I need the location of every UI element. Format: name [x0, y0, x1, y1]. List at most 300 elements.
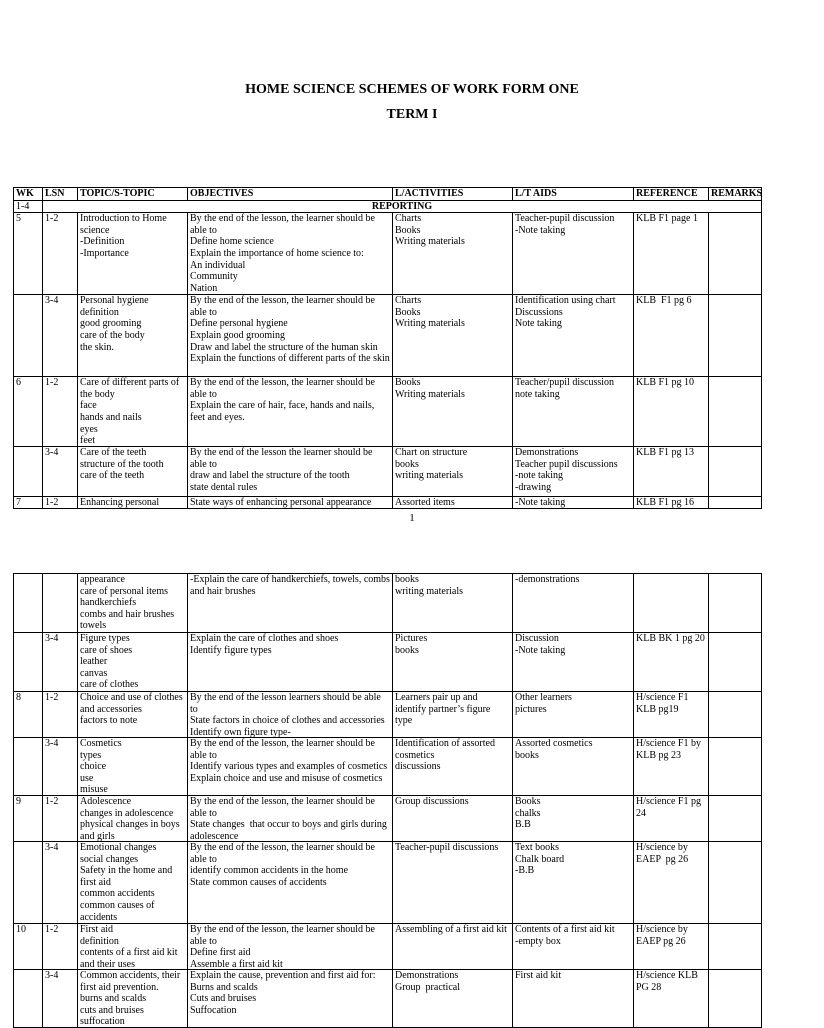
objectives-line: State changes that occur to boys and girls during adolescence	[190, 819, 390, 842]
lesson-cell	[43, 796, 78, 842]
topic-line: towels	[80, 620, 107, 632]
activities-line: Identification of assorted cosmetics	[395, 738, 498, 761]
topic-line: common causes of accidents	[80, 899, 157, 923]
topic-line: Enhancing personal	[80, 497, 160, 509]
aids-line: Books	[515, 796, 541, 807]
topic-line: Care of the teeth	[80, 447, 147, 459]
activities-line: Group practical	[395, 981, 460, 993]
topic-line: social changes	[80, 853, 139, 865]
table-row	[14, 574, 762, 633]
week-cell	[14, 924, 43, 970]
reference-line: KLB F1 pg 10	[636, 377, 695, 389]
aids-cell	[513, 497, 634, 509]
lesson-value: 3-4	[45, 633, 59, 644]
objectives-line: Define first aid	[190, 947, 251, 959]
objectives-line: By the end of the lesson, the learner should be able to	[190, 796, 378, 819]
activities-line: Teacher-pupil discussions	[395, 842, 499, 853]
reference-line: H/science F1 pg 24	[636, 796, 704, 819]
topic-line: definition	[80, 306, 119, 318]
remarks-cell	[709, 842, 762, 924]
topic-line: care of clothes	[80, 679, 139, 691]
header-remarks: REMARKS	[709, 188, 762, 201]
aids-line: pictures	[515, 703, 547, 715]
topic-cell	[78, 692, 188, 738]
objectives-line: draw and label the structure of the tooth	[190, 470, 350, 482]
topic-line: Safety in the home and first aid	[80, 865, 175, 888]
topic-line: types	[80, 749, 102, 761]
reference-cell	[634, 842, 709, 924]
objectives-line: Burns and scalds	[190, 981, 258, 993]
objectives-cell	[188, 295, 393, 377]
lesson-value: 3-4	[45, 970, 59, 981]
objectives-line: Define home science	[190, 236, 274, 248]
objectives-line: Identify various types and examples of cosmetics	[190, 761, 388, 773]
remarks-cell	[709, 377, 762, 447]
topic-line: care of shoes	[80, 644, 133, 656]
objectives-line: -Explain the care of handkerchiefs, towels, combs and hair brushes	[190, 574, 393, 597]
page-number: 1	[409, 512, 415, 524]
activities-cell	[393, 633, 513, 692]
objectives-line: Explain the cause, prevention and first aid for:	[190, 970, 376, 981]
topic-line: choice	[80, 761, 107, 773]
activities-line: Charts	[395, 213, 422, 225]
activities-line: Learners pair up and identify partner’s figure type	[395, 692, 493, 727]
objectives-line: Explain the care of clothes and shoes	[190, 633, 339, 644]
objectives-cell	[188, 924, 393, 970]
reference-line: KLB BK 1 pg 20	[636, 633, 705, 644]
header-lsn: LSN	[43, 188, 78, 201]
objectives-line: identify common accidents in the home	[190, 865, 349, 877]
table-row	[14, 295, 762, 377]
aids-cell	[513, 447, 634, 497]
aids-line: Chalk board	[515, 853, 565, 865]
topic-line: Adolescence	[80, 796, 132, 807]
reference-cell	[634, 796, 709, 842]
week-value: 10	[16, 924, 26, 935]
objectives-cell	[188, 842, 393, 924]
reference-cell	[634, 377, 709, 447]
week-value: 5	[16, 213, 21, 225]
week-cell	[14, 574, 43, 633]
topic-line: Choice and use of clothes and accessories	[80, 692, 186, 715]
header-wk: WK	[14, 188, 43, 201]
page-title: HOME SCIENCE SCHEMES OF WORK FORM ONE	[245, 82, 579, 97]
topic-line: Personal hygiene	[80, 295, 149, 307]
objectives-line: Identify own figure type-	[190, 726, 291, 738]
objectives-line: By the end of the lesson the learner should be able to	[190, 447, 375, 470]
aids-line: Note taking	[515, 318, 562, 330]
lesson-value: 1-2	[45, 692, 59, 703]
activities-cell	[393, 497, 513, 509]
lesson-cell	[43, 213, 78, 295]
topic-line: the skin.	[80, 341, 114, 353]
remarks-cell	[709, 738, 762, 796]
week-cell	[14, 633, 43, 692]
objectives-line: Explain choice and use and misuse of cosmetics	[190, 772, 383, 784]
lesson-cell	[43, 497, 78, 509]
activities-line: Demonstrations	[395, 970, 459, 981]
activities-line: Assembling of a first aid kit	[395, 924, 507, 935]
topic-line: Emotional changes	[80, 842, 157, 853]
objectives-cell	[188, 970, 393, 1028]
topic-cell	[78, 213, 188, 295]
aids-cell	[513, 213, 634, 295]
reference-line: H/science by EAEP pg 26	[636, 842, 691, 865]
topic-line: eyes	[80, 423, 98, 435]
aids-line: Teacher-pupil discussion	[515, 213, 615, 225]
objectives-line: Suffocation	[190, 1004, 237, 1016]
scheme-table-page-1	[13, 187, 762, 509]
reference-line: H/science F1	[636, 692, 689, 703]
remarks-cell	[709, 497, 762, 509]
aids-cell	[513, 924, 634, 970]
week-value: 9	[16, 796, 21, 807]
topic-cell	[78, 796, 188, 842]
activities-line: Books	[395, 224, 421, 236]
activities-line: writing materials	[395, 470, 464, 482]
week-cell	[14, 970, 43, 1028]
reference-cell	[634, 295, 709, 377]
header-aids: L/T AIDS	[513, 188, 634, 201]
lesson-value: 1-2	[45, 377, 59, 389]
objectives-cell	[188, 213, 393, 295]
topic-line: structure of the tooth	[80, 458, 164, 470]
activities-cell	[393, 970, 513, 1028]
aids-cell	[513, 377, 634, 447]
objectives-line: Identify figure types	[190, 644, 272, 656]
aids-line: -demonstrations	[515, 574, 580, 585]
scheme-table-page-2	[13, 573, 762, 1028]
objectives-line: Draw and label the structure of the human skin	[190, 341, 378, 353]
topic-line: canvas	[80, 667, 108, 679]
reference-cell	[634, 738, 709, 796]
activities-line: Pictures	[395, 633, 428, 644]
topic-line: definition	[80, 935, 119, 947]
remarks-cell	[709, 692, 762, 738]
aids-line: Contents of a first aid kit	[515, 924, 615, 935]
reference-cell	[634, 447, 709, 497]
table-row	[14, 842, 762, 924]
lesson-cell	[43, 738, 78, 796]
aids-line: Discussion	[515, 633, 559, 644]
aids-line: Identification using chart	[515, 295, 616, 307]
reference-cell	[634, 213, 709, 295]
lesson-cell	[43, 970, 78, 1028]
reference-cell	[634, 633, 709, 692]
reference-line: KLB F1 pg 13	[636, 447, 695, 459]
topic-cell	[78, 738, 188, 796]
reference-line: H/science by EAEP pg 26	[636, 924, 691, 947]
objectives-line: By the end of the lesson, the learner should be able to	[190, 213, 378, 236]
objectives-line: By the end of the lesson, the learner should be able to	[190, 842, 378, 865]
lesson-value: 1-2	[45, 213, 59, 225]
table-row	[14, 377, 762, 447]
reference-line: H/science KLB PG 28	[636, 970, 701, 993]
aids-line: First aid kit	[515, 970, 562, 981]
week-value: 8	[16, 692, 21, 703]
topic-line: -Definition	[80, 236, 125, 248]
objectives-line: Explain good grooming	[190, 329, 285, 341]
reporting-row	[14, 200, 762, 213]
topic-line: Introduction to Home science	[80, 213, 170, 236]
topic-line: care of the body	[80, 329, 145, 341]
table-row	[14, 447, 762, 497]
remarks-cell	[709, 796, 762, 842]
objectives-line: By the end of the lesson learners should be able to	[190, 692, 384, 715]
lesson-cell	[43, 447, 78, 497]
objectives-line: Nation	[190, 282, 218, 294]
objectives-cell	[188, 574, 393, 633]
topic-line: combs and hair brushes	[80, 608, 175, 620]
objectives-cell	[188, 692, 393, 738]
week-cell	[14, 213, 43, 295]
week-cell	[14, 692, 43, 738]
header-activities: L/ACTIVITIES	[393, 188, 513, 201]
topic-line: use	[80, 772, 94, 784]
table-row	[14, 692, 762, 738]
topic-cell	[78, 574, 188, 633]
activities-cell	[393, 924, 513, 970]
objectives-line: state dental rules	[190, 481, 258, 493]
activities-cell	[393, 447, 513, 497]
objectives-line: Community	[190, 271, 238, 283]
aids-line: Discussions	[515, 306, 563, 318]
remarks-cell	[709, 574, 762, 633]
aids-cell	[513, 796, 634, 842]
lesson-cell	[43, 842, 78, 924]
objectives-line: By the end of the lesson, the learner should be able to	[190, 377, 378, 400]
week-cell	[14, 842, 43, 924]
lesson-value: 1-2	[45, 497, 59, 509]
objectives-cell	[188, 633, 393, 692]
lesson-value: 3-4	[45, 447, 59, 459]
header-objectives: OBJECTIVES	[188, 188, 393, 201]
aids-line: -Note taking	[515, 497, 566, 509]
objectives-line: By the end of the lesson, the learner should be able to	[190, 924, 378, 947]
lesson-value: 1-2	[45, 796, 59, 807]
topic-line: cuts and bruises	[80, 1004, 144, 1016]
lesson-value: 1-2	[45, 924, 59, 935]
reporting-label: REPORTING	[43, 200, 762, 213]
table-header-row	[14, 188, 762, 201]
topic-cell	[78, 842, 188, 924]
topic-line: leather	[80, 656, 108, 668]
aids-line: -drawing	[515, 481, 552, 493]
activities-line: Chart on structure	[395, 447, 468, 459]
aids-line: Teacher/pupil discussion	[515, 377, 614, 389]
topic-line: physical changes in boys and girls	[80, 819, 183, 842]
aids-line: books	[515, 749, 539, 761]
lesson-cell	[43, 633, 78, 692]
objectives-line: Assemble a first aid kit	[190, 958, 283, 970]
week-cell	[14, 295, 43, 377]
lesson-cell	[43, 574, 78, 633]
topic-line: contents of a first aid kit and their uses	[80, 947, 180, 970]
topic-line: Care of different parts of the body	[80, 377, 182, 400]
activities-line: Assorted items	[395, 497, 455, 509]
activities-line: Books	[395, 306, 421, 318]
activities-cell	[393, 738, 513, 796]
activities-line: books	[395, 644, 419, 656]
objectives-cell	[188, 447, 393, 497]
activities-line: Books	[395, 377, 421, 389]
aids-line: -B.B	[515, 865, 535, 877]
objectives-line: State ways of enhancing personal appearance	[190, 497, 372, 509]
week-value: 7	[16, 497, 21, 509]
lesson-cell	[43, 692, 78, 738]
topic-line: common accidents	[80, 888, 155, 900]
topic-cell	[78, 295, 188, 377]
week-cell	[14, 377, 43, 447]
aids-line: Other learners	[515, 692, 572, 703]
topic-cell	[78, 377, 188, 447]
topic-line: Cosmetics	[80, 738, 122, 749]
remarks-cell	[709, 213, 762, 295]
reference-line: H/science F1 by KLB pg 23	[636, 738, 704, 761]
header-reference: REFERENCE	[634, 188, 709, 201]
week-cell	[14, 796, 43, 842]
aids-line: chalks	[515, 807, 541, 819]
table-row	[14, 497, 762, 509]
topic-line: appearance	[80, 574, 125, 585]
topic-line: Figure types	[80, 633, 130, 644]
objectives-line: Explain the functions of different parts of the skin	[190, 353, 390, 365]
reference-cell	[634, 574, 709, 633]
header-topic: TOPIC/S-TOPIC	[78, 188, 188, 201]
objectives-line: State factors in choice of clothes and accessories	[190, 715, 385, 727]
objectives-line: Cuts and bruises	[190, 993, 257, 1005]
topic-line: First aid	[80, 924, 114, 935]
table-row	[14, 970, 762, 1028]
reference-cell	[634, 692, 709, 738]
topic-line: handkerchiefs	[80, 597, 137, 609]
week-value: 6	[16, 377, 21, 389]
topic-line: factors to note	[80, 715, 138, 727]
aids-cell	[513, 295, 634, 377]
topic-line: face	[80, 400, 97, 412]
topic-cell	[78, 970, 188, 1028]
objectives-cell	[188, 377, 393, 447]
lesson-cell	[43, 295, 78, 377]
reporting-week: 1-4	[14, 200, 43, 213]
remarks-cell	[709, 295, 762, 377]
activities-cell	[393, 295, 513, 377]
reference-line: KLB F1 pg 16	[636, 497, 695, 509]
reference-line: KLB pg19	[636, 703, 679, 715]
objectives-line: Explain the care of hair, face, hands and nails, feet and eyes.	[190, 400, 377, 423]
topic-cell	[78, 633, 188, 692]
activities-line: writing materials	[395, 585, 464, 597]
activities-cell	[393, 692, 513, 738]
topic-line: changes in adolescence	[80, 807, 174, 819]
activities-line: Writing materials	[395, 388, 465, 400]
reference-line: KLB F1 page 1	[636, 213, 698, 225]
objectives-line: Define personal hygiene	[190, 318, 288, 330]
activities-line: discussions	[395, 761, 441, 773]
topic-line: feet	[80, 435, 95, 447]
topic-line: burns and scalds	[80, 993, 147, 1005]
aids-line: -Note taking	[515, 644, 566, 656]
aids-cell	[513, 738, 634, 796]
activities-line: books	[395, 458, 419, 470]
reference-cell	[634, 970, 709, 1028]
topic-line: misuse	[80, 784, 108, 796]
activities-cell	[393, 842, 513, 924]
aids-cell	[513, 633, 634, 692]
topic-line: good grooming	[80, 318, 142, 330]
topic-line: hands and nails	[80, 411, 142, 423]
topic-line: care of the teeth	[80, 470, 145, 482]
table-row	[14, 213, 762, 295]
activities-cell	[393, 377, 513, 447]
topic-line: Common accidents, their first aid prevention.	[80, 970, 183, 993]
aids-line: note taking	[515, 388, 560, 400]
aids-cell	[513, 574, 634, 633]
reference-cell	[634, 497, 709, 509]
week-cell	[14, 447, 43, 497]
page-subtitle: TERM I	[386, 107, 438, 122]
aids-line: Teacher pupil discussions	[515, 458, 618, 470]
activities-line: Group discussions	[395, 796, 469, 807]
aids-cell	[513, 692, 634, 738]
table-row	[14, 633, 762, 692]
objectives-cell	[188, 497, 393, 509]
activities-line: Charts	[395, 295, 422, 307]
week-cell	[14, 497, 43, 509]
lesson-cell	[43, 924, 78, 970]
topic-cell	[78, 924, 188, 970]
activities-line: Writing materials	[395, 318, 465, 330]
aids-cell	[513, 842, 634, 924]
remarks-cell	[709, 970, 762, 1028]
topic-cell	[78, 497, 188, 509]
topic-cell	[78, 447, 188, 497]
reference-cell	[634, 924, 709, 970]
remarks-cell	[709, 447, 762, 497]
topic-line: -Importance	[80, 247, 129, 259]
aids-line: Demonstrations	[515, 447, 579, 459]
activities-cell	[393, 796, 513, 842]
objectives-cell	[188, 796, 393, 842]
table-row	[14, 796, 762, 842]
lesson-cell	[43, 377, 78, 447]
table-row	[14, 924, 762, 970]
objectives-line: By the end of the lesson, the learner should be able to	[190, 738, 378, 761]
lesson-value: 3-4	[45, 295, 59, 307]
activities-line: Writing materials	[395, 236, 465, 248]
aids-line: B.B	[515, 819, 531, 831]
objectives-line: An individual	[190, 259, 246, 271]
aids-line: -empty box	[515, 935, 561, 947]
aids-line: Text books	[515, 842, 560, 853]
activities-cell	[393, 213, 513, 295]
objectives-line: Explain the importance of home science to:	[190, 247, 364, 259]
remarks-cell	[709, 924, 762, 970]
objectives-line: State common causes of accidents	[190, 876, 327, 888]
aids-cell	[513, 970, 634, 1028]
objectives-cell	[188, 738, 393, 796]
table-row	[14, 738, 762, 796]
activities-line: books	[395, 574, 419, 585]
lesson-value: 3-4	[45, 842, 59, 853]
objectives-line: By the end of the lesson, the learner should be able to	[190, 295, 378, 318]
aids-line: -Note taking	[515, 224, 566, 236]
reference-line: KLB F1 pg 6	[636, 295, 692, 307]
aids-line: -note taking	[515, 470, 564, 482]
topic-line: suffocation	[80, 1016, 125, 1028]
topic-line: care of personal items	[80, 585, 169, 597]
week-cell	[14, 738, 43, 796]
